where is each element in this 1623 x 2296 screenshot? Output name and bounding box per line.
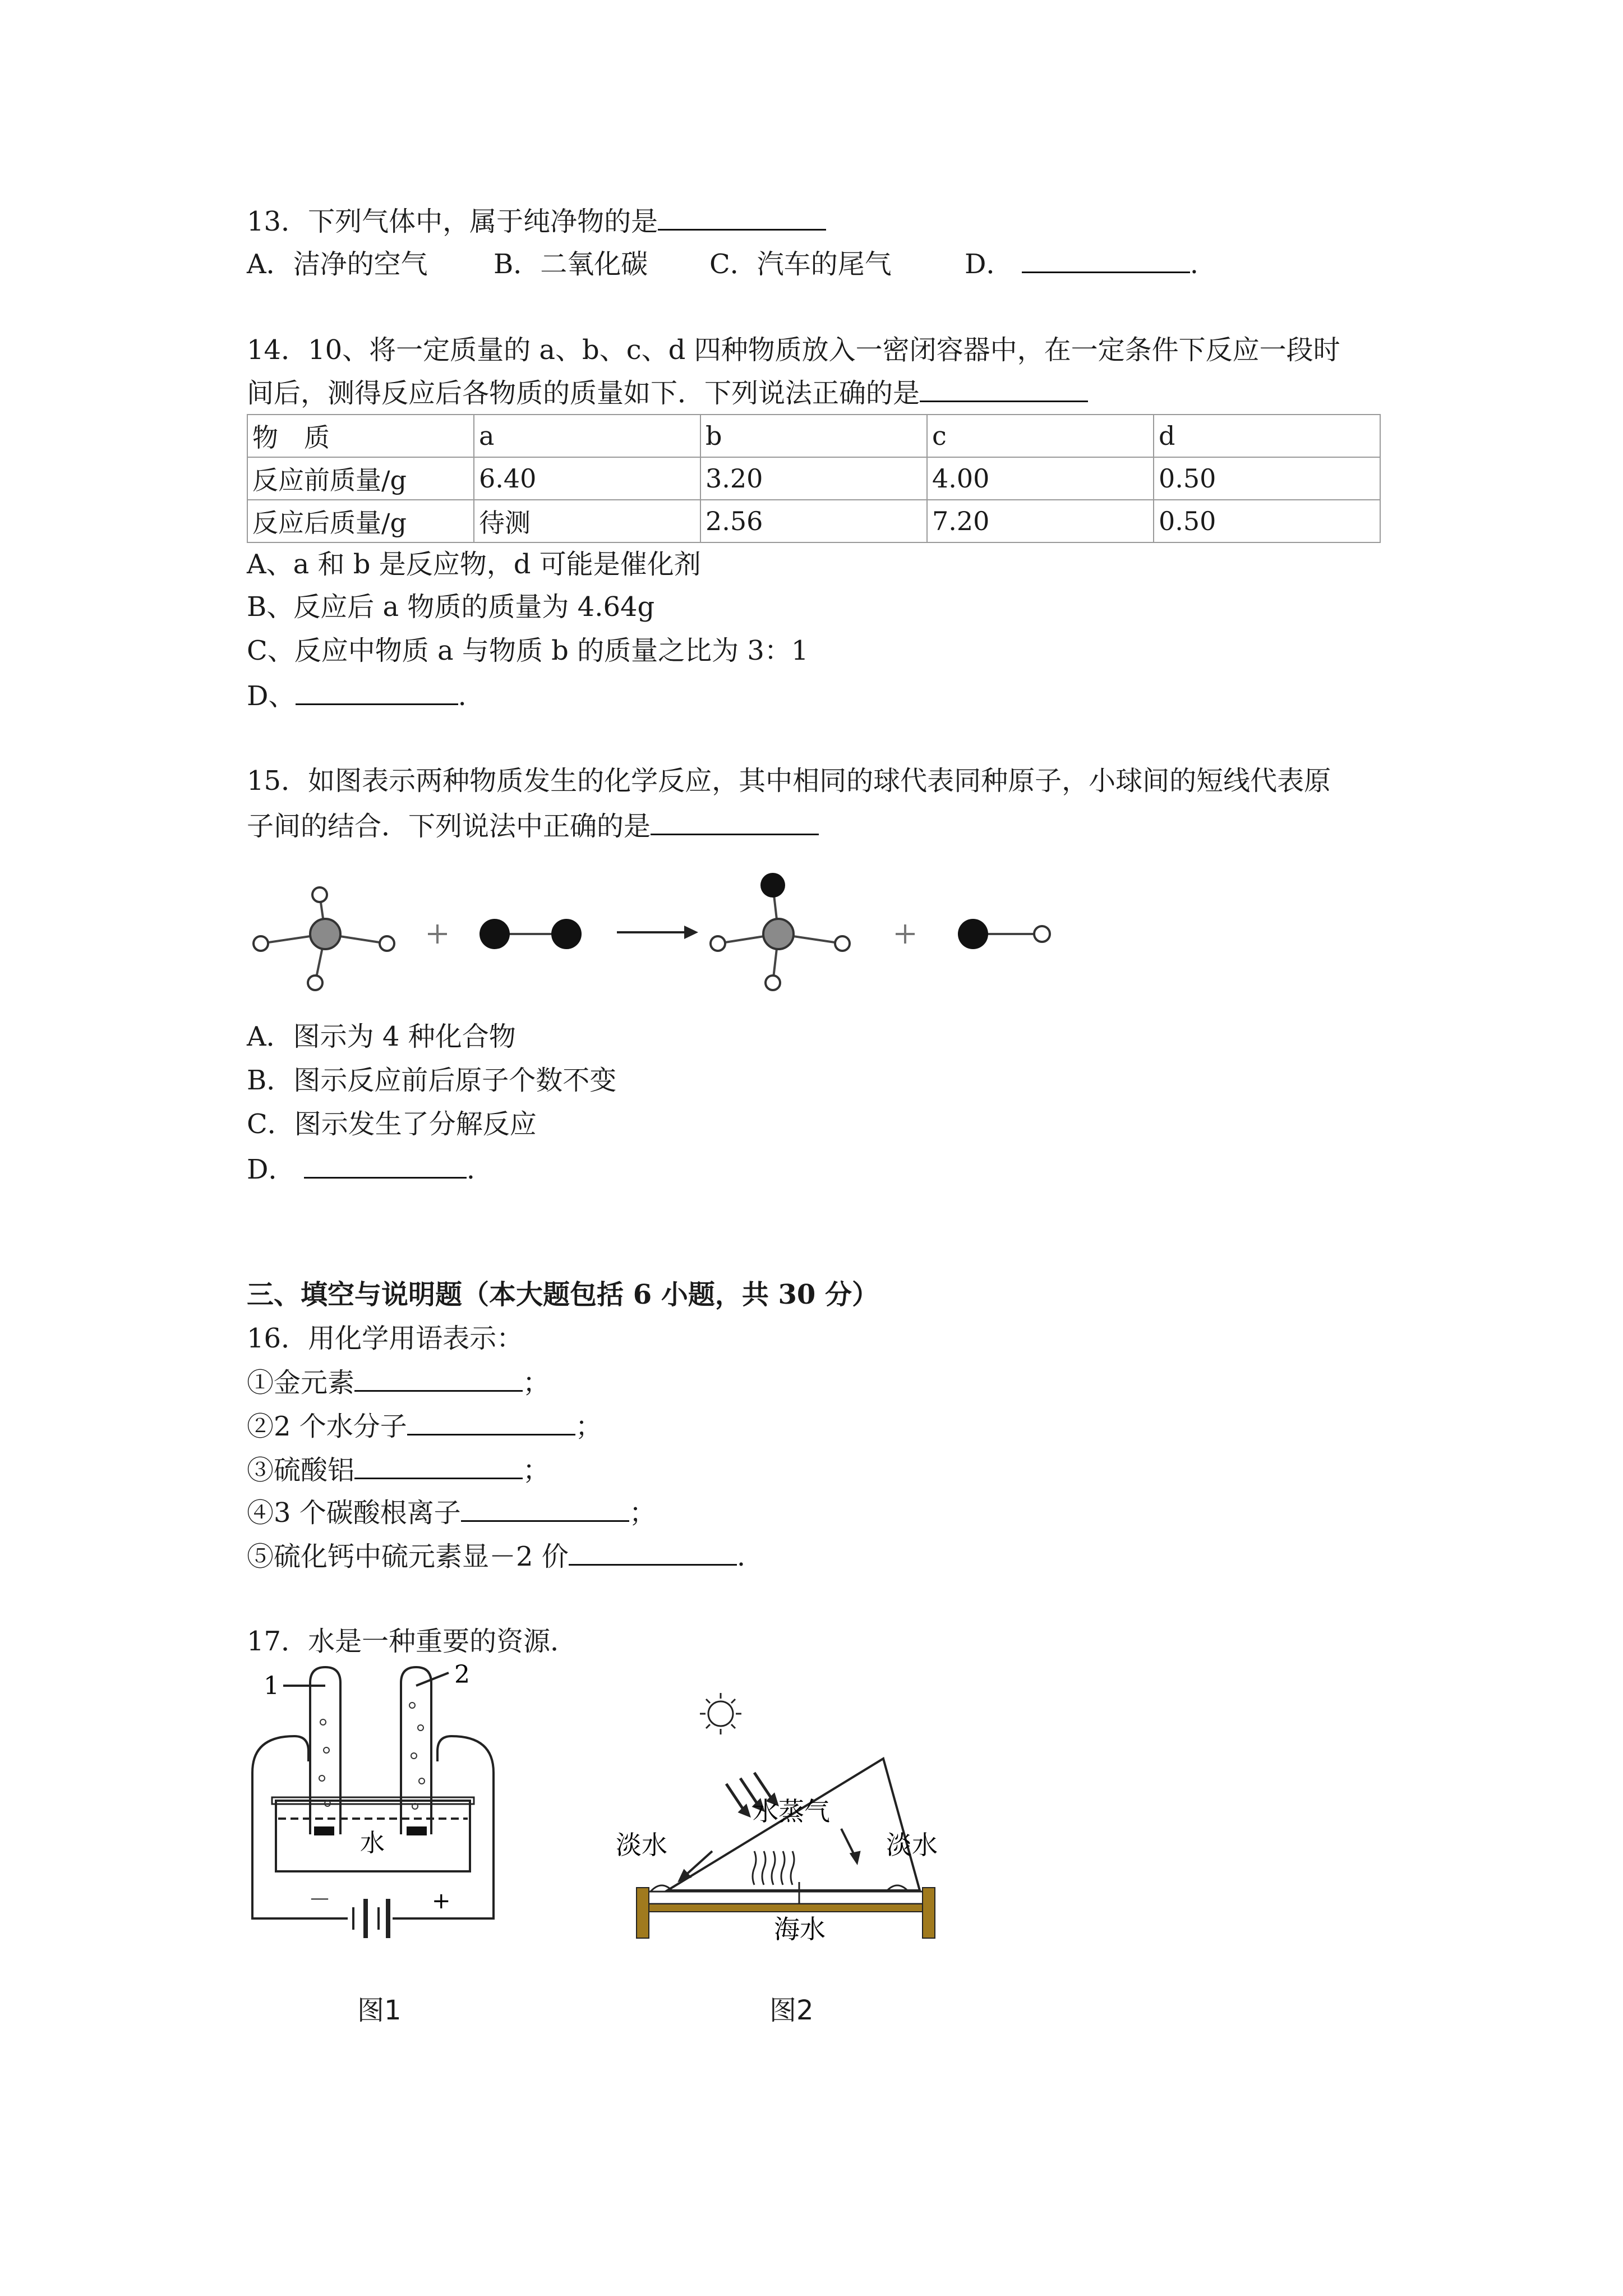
q16-item-end: ； bbox=[523, 1455, 550, 1486]
table-cell: 物 质 bbox=[247, 415, 474, 457]
q14-option-d: D、 bbox=[247, 680, 296, 712]
electrode bbox=[407, 1826, 427, 1835]
q14-stem-line2 bbox=[247, 375, 1088, 410]
grey-atom bbox=[763, 919, 794, 949]
table-cell: 7.20 bbox=[927, 500, 1154, 542]
fig1-caption: 图1 bbox=[357, 1995, 402, 2026]
plus-label: + bbox=[432, 1888, 451, 1914]
q16-item-text: ②2 个水分子 bbox=[247, 1411, 407, 1442]
q16-item bbox=[247, 1494, 656, 1530]
q15-stem-line2 bbox=[247, 808, 819, 843]
flow-arrows bbox=[680, 1829, 859, 1880]
q16-stem: 16．用化学用语表示： bbox=[247, 1323, 524, 1354]
black-atom bbox=[479, 919, 510, 949]
table-cell: b bbox=[700, 415, 927, 457]
water-label: 水 bbox=[360, 1829, 385, 1857]
plus-sign bbox=[896, 924, 915, 944]
table-header-row bbox=[247, 415, 1380, 457]
q14-option-b: B、反应后 a 物质的质量为 4.64g bbox=[247, 591, 655, 623]
white-atom bbox=[312, 887, 327, 902]
q13-option-c: C．汽车的尾气 bbox=[709, 249, 892, 280]
vapor-arrows bbox=[753, 1851, 794, 1885]
label-2: 2 bbox=[454, 1660, 470, 1689]
q15-stem-text: 子间的结合．下列说法中正确的是 bbox=[247, 811, 651, 842]
answer-blank[interactable] bbox=[569, 1538, 737, 1566]
black-atom bbox=[958, 919, 988, 949]
vapor-label: 水蒸气 bbox=[753, 1796, 830, 1826]
white-atom bbox=[835, 936, 850, 951]
table-cell: 0.50 bbox=[1154, 500, 1380, 542]
table-cell: 2.56 bbox=[700, 500, 927, 542]
table-cell: 0.50 bbox=[1154, 457, 1380, 500]
answer-blank[interactable] bbox=[651, 808, 819, 835]
answer-blank[interactable] bbox=[1022, 246, 1190, 273]
section-heading: 三、填空与说明题（本大题包括 6 小题，共 30 分） bbox=[247, 1279, 879, 1310]
answer-blank[interactable] bbox=[354, 1452, 523, 1479]
white-atom bbox=[766, 976, 780, 990]
q15-tail: . bbox=[466, 1154, 476, 1185]
q15-option-b: B．图示反应前后原子个数不变 bbox=[247, 1065, 617, 1096]
q17-stem: 17．水是一种重要的资源． bbox=[247, 1626, 578, 1657]
label-1: 1 bbox=[264, 1672, 279, 1700]
q14-option-c: C、反应中物质 a 与物质 b 的质量之比为 3：1 bbox=[247, 635, 809, 666]
q14-stem-line1: 14．10、将一定质量的 a、b、c、d 四种物质放入一密闭容器中，在一定条件下反应一段时 bbox=[247, 334, 1340, 366]
answer-blank[interactable] bbox=[461, 1494, 629, 1522]
answer-blank[interactable] bbox=[354, 1364, 523, 1392]
q16-item-text: ③硫酸铝 bbox=[247, 1455, 355, 1486]
q14-stem-text: 间后，测得反应后各物质的质量如下．下列说法正确的是 bbox=[247, 378, 920, 409]
answer-blank[interactable] bbox=[296, 678, 458, 705]
white-atom bbox=[1034, 926, 1050, 942]
table-cell: 反应前质量/g bbox=[247, 457, 474, 500]
fresh-water-left: 淡水 bbox=[616, 1830, 667, 1860]
table-cell: 反应后质量/g bbox=[247, 500, 474, 542]
q13-option-a: A．洁净的空气 bbox=[247, 249, 428, 280]
table-cell: 待测 bbox=[474, 500, 700, 542]
answer-blank[interactable] bbox=[920, 375, 1088, 402]
table-row bbox=[247, 500, 1380, 542]
desalination-figure bbox=[606, 1672, 965, 1941]
table-cell: 6.40 bbox=[474, 457, 700, 500]
q13-tail: . bbox=[1189, 249, 1199, 280]
q16-item-end: ； bbox=[575, 1411, 602, 1442]
minus-label: － bbox=[308, 1887, 331, 1913]
white-atom bbox=[253, 936, 268, 951]
q13-stem-text: 13．下列气体中，属于纯净物的是 bbox=[247, 206, 658, 237]
q16-item-text: ①金元素 bbox=[247, 1367, 355, 1398]
table-cell: d bbox=[1154, 415, 1380, 457]
q16-item-end: ； bbox=[629, 1497, 656, 1529]
reaction-arrow bbox=[617, 926, 698, 939]
answer-blank[interactable] bbox=[658, 203, 826, 231]
frame-post bbox=[923, 1888, 935, 1938]
q13-stem bbox=[247, 203, 826, 238]
white-atom bbox=[308, 976, 322, 990]
plus-sign bbox=[428, 924, 447, 944]
q15-option-d-line bbox=[247, 1151, 475, 1186]
q16-item-end: ； bbox=[523, 1367, 550, 1398]
table-cell: 4.00 bbox=[927, 457, 1154, 500]
mass-table bbox=[247, 414, 1381, 543]
q16-item-text: ⑤硫化钙中硫元素显－2 价 bbox=[247, 1541, 569, 1572]
fresh-water-right: 淡水 bbox=[886, 1830, 938, 1860]
q13-option-d: D． bbox=[965, 249, 1013, 280]
frame-rail bbox=[649, 1904, 923, 1912]
q16-item bbox=[247, 1538, 745, 1573]
q16-item-text: ④3 个碳酸根离子 bbox=[247, 1497, 461, 1529]
q15-option-a: A．图示为 4 种化合物 bbox=[247, 1021, 516, 1052]
sea-water-label: 海水 bbox=[774, 1914, 826, 1941]
table-cell: c bbox=[927, 415, 1154, 457]
sun-icon bbox=[700, 1693, 741, 1734]
black-atom bbox=[760, 873, 785, 898]
q16-item bbox=[247, 1364, 550, 1400]
grey-atom bbox=[310, 919, 340, 949]
table-cell: 3.20 bbox=[700, 457, 927, 500]
q16-item bbox=[247, 1452, 550, 1487]
q13-options bbox=[247, 246, 1198, 281]
q14-tail: . bbox=[458, 680, 467, 712]
frame-post bbox=[637, 1888, 649, 1938]
electrolysis-figure bbox=[241, 1660, 555, 1952]
reaction-diagram bbox=[241, 864, 1071, 999]
q15-stem-line1: 15．如图表示两种物质发生的化学反应，其中相同的球代表同种原子，小球间的短线代表原 bbox=[247, 765, 1331, 797]
q14-option-d-line bbox=[247, 678, 467, 713]
electrode bbox=[314, 1826, 334, 1835]
gas-bubbles bbox=[319, 1703, 425, 1809]
table-cell: a bbox=[474, 415, 700, 457]
q14-option-a: A、a 和 b 是反应物，d 可能是催化剂 bbox=[247, 549, 701, 580]
q13-option-b: B．二氧化碳 bbox=[494, 249, 648, 280]
q16-item bbox=[247, 1408, 602, 1443]
q15-option-d: D． bbox=[247, 1154, 296, 1185]
white-atom bbox=[711, 936, 725, 951]
white-atom bbox=[380, 936, 394, 951]
fig2-caption: 图2 bbox=[769, 1995, 814, 2026]
answer-blank[interactable] bbox=[407, 1408, 575, 1435]
black-atom bbox=[551, 919, 582, 949]
table-row bbox=[247, 457, 1380, 500]
q16-item-end: . bbox=[736, 1541, 746, 1572]
q15-option-c: C．图示发生了分解反应 bbox=[247, 1108, 537, 1140]
answer-blank[interactable] bbox=[304, 1151, 467, 1179]
